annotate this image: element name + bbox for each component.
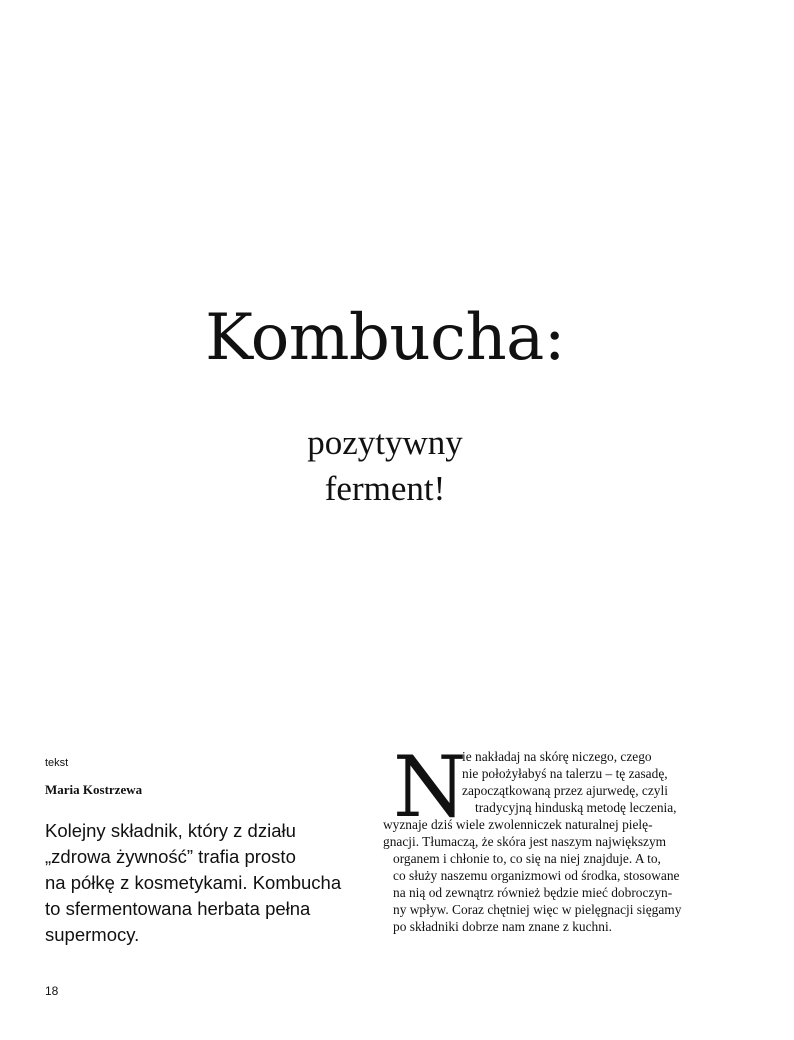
body-line: tradycyjną hinduską metodę leczenia,	[475, 800, 677, 815]
lead-line: na półkę z kosmetykami. Kombucha	[45, 872, 342, 893]
body-line: po składniki dobrze nam znane z kuchni.	[393, 919, 613, 934]
lead-line: to sfermentowana herbata pełna	[45, 898, 311, 919]
body-line: ny wpływ. Coraz chętniej więc w pielęgnacji sięgamy	[393, 902, 682, 917]
body-line: ie nakładaj na skórę niczego, czego	[462, 749, 652, 764]
lead-paragraph	[45, 818, 365, 948]
lead-line: Kolejny składnik, który z działu	[45, 820, 296, 841]
article-subtitle	[0, 420, 770, 512]
page-number: 18	[45, 984, 59, 998]
body-line: co służy naszemu organizmowi od środka, stosowane	[393, 868, 680, 883]
subtitle-line: ferment!	[324, 469, 446, 508]
body-line: zapoczątkowaną przez ajurwedę, czyli	[462, 783, 668, 798]
body-line: gnacji. Tłumaczą, że skóra jest naszym największym	[383, 834, 667, 849]
credit-label: tekst	[45, 757, 69, 769]
body-line: nie położyłabyś na talerzu – tę zasadę,	[462, 766, 668, 781]
body-line: organem i chłonie to, co się na niej znajduje. A to,	[393, 851, 661, 866]
lead-line: „zdrowa żywność” trafia prosto	[45, 846, 296, 867]
body-text-column	[383, 738, 723, 945]
drop-cap: N	[393, 738, 467, 836]
article-title: Kombucha:	[205, 301, 565, 375]
author-name: Maria Kostrzewa	[45, 782, 143, 797]
body-line: na nią od zewnątrz również będzie mieć dobroczyn-	[393, 885, 673, 900]
body-line: wyznaje dziś wiele zwolenniczek naturalnej pielę-	[383, 817, 653, 832]
subtitle-line: pozytywny	[307, 423, 463, 462]
lead-line: supermocy.	[45, 924, 140, 945]
